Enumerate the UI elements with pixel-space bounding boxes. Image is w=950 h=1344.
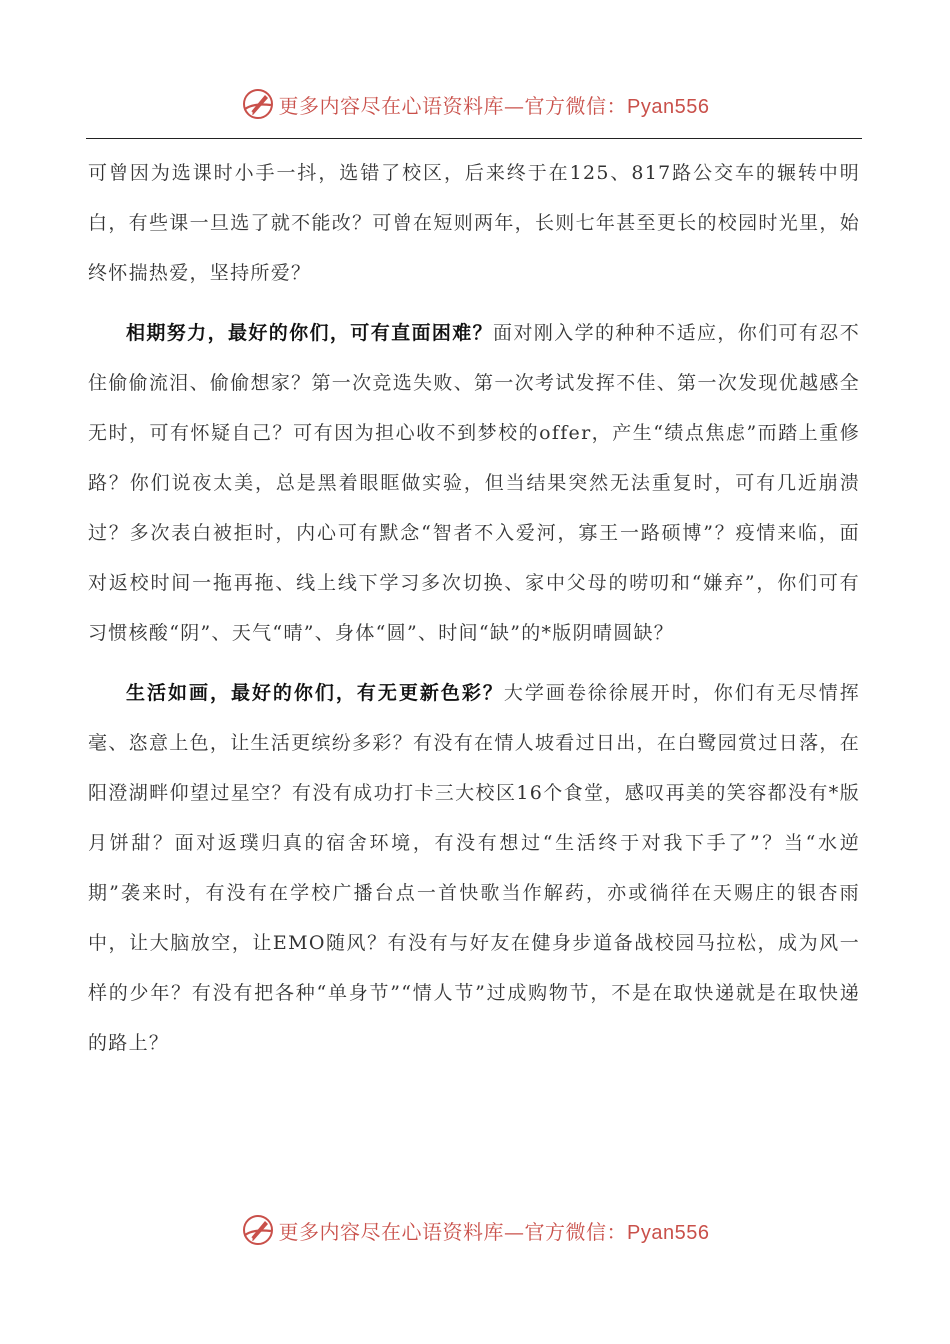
header-wechat-id: Pyan556: [627, 95, 710, 118]
header-banner: [0, 86, 950, 122]
footer-separator: —: [504, 1219, 525, 1244]
header-wechat-label: 官方微信：: [524, 93, 628, 118]
header-text: [279, 90, 710, 119]
footer-site-name: 更多内容尽在心语资料库: [278, 1219, 505, 1244]
header-separator: —: [504, 93, 525, 118]
paragraph-3: [88, 668, 860, 1068]
header-site-name: 更多内容尽在心语资料库: [278, 93, 505, 118]
header-divider: [86, 138, 862, 139]
quill-logo-icon: [241, 87, 275, 121]
paragraph-2-heading: 相期努力，最好的你们，可有直面困难？: [126, 322, 494, 344]
document-body: [88, 148, 860, 1068]
paragraph-2-text: 面对刚入学的种种不适应，你们可有忍不住偷偷流泪、偷偷想家？第一次竞选失败、第一次考试发挥不佳、第一次发现优越感全无时，可有怀疑自己？可有因为担心收不到梦校的offer，产生“绩点焦虑”而踏上重修路？你们说夜太美，总是黑着眼眶做实验，但当结果突然无法重复时，可有几近崩溃过？多次表白被拒时，内心可有默念“智者不入爱河，寡王一路硕博”？疫情来临，面对返校时间一拖再拖、线上线下学习多次切换、家中父母的唠叨和“嫌弃”，你们可有习惯核酸“阴”、天气“晴”、身体“圆”、时间“缺”的*版阴晴圆缺？: [88, 322, 860, 644]
quill-logo-icon: [241, 1213, 275, 1247]
paragraph-3-text: 大学画卷徐徐展开时，你们有无尽情挥毫、恣意上色，让生活更缤纷多彩？有没有在情人坡看过日出，在白鹭园赏过日落，在阳澄湖畔仰望过星空？有没有成功打卡三大校区16个食堂，感叹再美的笑容都没有*版月饼甜？面对返璞归真的宿舍环境，有没有想过“生活终于对我下手了”？当“水逆期”袭来时，有没有在学校广播台点一首快歌当作解药，亦或徜徉在天赐庄的银杏雨中，让大脑放空，让EMO随风？有没有与好友在健身步道备战校园马拉松，成为风一样的少年？有没有把各种“单身节”“情人节”过成购物节，不是在取快递就是在取快递的路上？: [88, 682, 860, 1054]
footer-wechat-id: Pyan556: [627, 1221, 710, 1244]
paragraph-3-heading: 生活如画，最好的你们，有无更新色彩？: [126, 682, 504, 704]
paragraph-1: 可曾因为选课时小手一抖，选错了校区，后来终于在125、817路公交车的辗转中明白，有些课一旦选了就不能改？可曾在短则两年，长则七年甚至更长的校园时光里，始终怀揣热爱，坚持所爱？: [88, 162, 860, 284]
footer-banner: [0, 1212, 950, 1248]
paragraph-2: [88, 308, 860, 658]
footer-wechat-label: 官方微信：: [524, 1219, 628, 1244]
footer-text: [279, 1216, 710, 1245]
